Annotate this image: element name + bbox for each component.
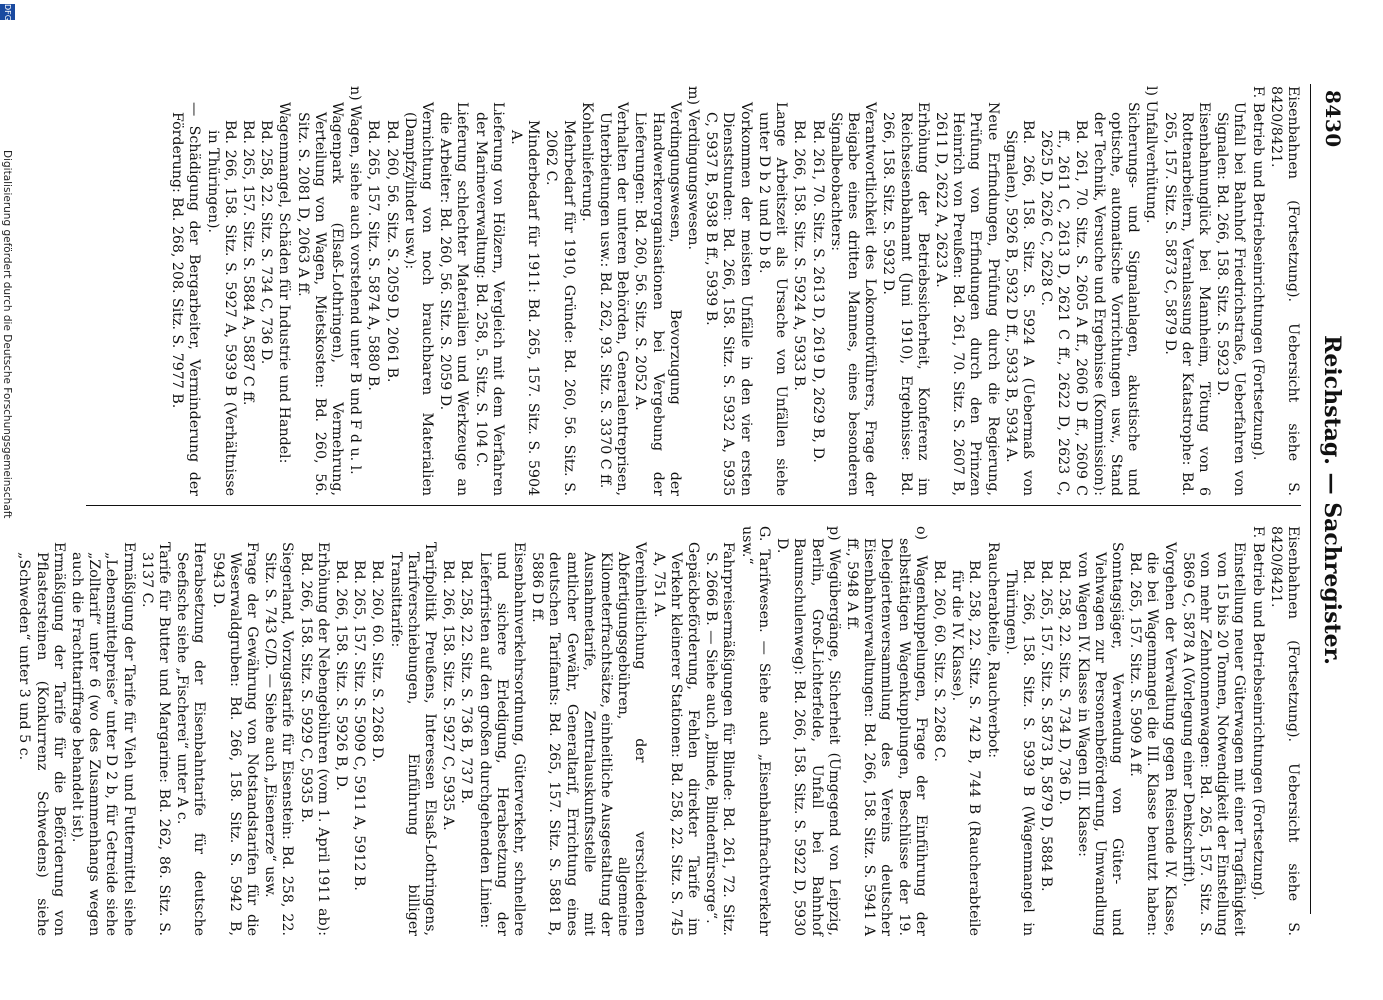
index-entry: Lieferung schlechter Materialien und Werkzeuge an die Arbeiter: Bd. 260, 56. Sitz. S. 2059 D. [437, 102, 471, 496]
dfg-logo [0, 4, 15, 20]
index-entry: Bd. 260, 60. Sitz. S. 2268 C. [930, 560, 947, 762]
index-entry: Bd. 258, 22. Sitz. S. 742 B, 744 B (Raucherabteile für die IV. Klasse). [949, 560, 983, 936]
index-entry: Gepäckbeförderung, Fehlen direkter Tarife im Verkehr kleinerer Stationen: Bd. 258, 22. Sitz. S. 745 A, 751 A. [650, 542, 702, 936]
index-entry: Bd. 261, 70. Sitz. S. 2613 D, 2619 D, 2629 B, D. [809, 120, 826, 463]
index-entry: Vorkommen der meisten Unfälle in den vier ersten Dienststunden: Bd. 266, 158. Sitz. S. 5932 A, 5935 C, 5937 B, 5938 B ff., 5939 B. [703, 102, 754, 496]
index-entry: F. Betrieb und Betriebseinrichtungen (Fortsetzung). [1249, 526, 1266, 901]
header-rule [1310, 84, 1311, 914]
index-entry: Unfall bei Bahnhof Friedrichstraße, Ueberfahren von Signalen: Bd. 266, 158. Sitz. S. 5923 D. [1214, 102, 1248, 496]
index-entry: Bd. 266, 158. Sitz. S. 5927 A, 5939 B (Verhältnisse in Thüringen). [204, 120, 238, 496]
index-entry: Sonntagsjäger, Verwendung von Güter- und Viehwagen zur Personenbeförderung, Umwandlung von Wagen IV. Klasse in Wagen III. Klasse: [1074, 542, 1125, 936]
index-entry: Vernichtung von noch brauchbaren Materialien (Dampfzylinder usw.): [401, 102, 436, 496]
index-entry: Vorgehen der Verwaltung gegen Reisende IV. Klasse, die bei Wagenmangel die III. Klasse benutzt haben: Bd. 265, 157. Sitz. S. 5909 A ff. [1127, 542, 1178, 936]
index-entry: n) Wagen, siehe auch vorstehend unter B und F d u. l. [347, 86, 364, 475]
running-head: Reichstag. — Sachregister. [1319, 335, 1345, 665]
index-entry: l) Unfallverhütung. [1143, 86, 1160, 224]
index-entry: Frage der Gewährung von Notstandstarifen für die Weserwaldgruben: Bd. 266, 158. Sitz. S. 5942 B, 5943 D. [209, 542, 261, 936]
index-entry: F. Betrieb und Betriebseinrichtungen (Fortsetzung). [1249, 86, 1266, 461]
index-entry: Eisenbahnen (Fortsetzung). Uebersicht siehe S. 8420/8421. [1267, 86, 1301, 496]
index-entry: Fahrpreisermäßigungen für Blinde: Bd. 261, 72. Sitz. S. 2666 B. — Siehe auch „Blinde, Blindenfürsorge“. [703, 542, 737, 936]
index-entry: Minderbedarf für 1911: Bd. 265, 157. Sitz. S. 5904 A. [508, 120, 542, 496]
index-entry: Bd. 266, 158. Sitz. S. 5927 C, 5935 A. [440, 560, 457, 831]
index-entry: Bd. 258, 22. Sitz. S. 734 D, 736 D. [1056, 560, 1073, 805]
index-entry: o) Wagenkuppelungen, Frage der Einführung der selbsttätigen Wagenkupplungen, Beschlüsse der 19. Delegiertenversammlung des Vereins deutscher Eisenbahnverwaltungen: Bd. 266, 158. Sitz. S. 5941 A ff., 5948 A ff. [843, 526, 929, 936]
footer-credit: Digitalisierung gefördert durch die Deutsche Forschungsgemeinschaft [1, 150, 13, 519]
right-column [14, 526, 1301, 936]
index-entry: Lange Arbeitszeit als Ursache von Unfällen siehe unter D b 2 und D b 8. [755, 102, 790, 496]
index-entry: Kohlenlieferung. [578, 102, 595, 222]
index-entry: Eisenbahnverkehrsordnung, Güterverkehr, schnellere und sichere Erledigung, Herabsetzung der Lieferfristen auf den großen durchgehenden Linien: [476, 542, 528, 936]
index-entry: Wagenmangel, Schäden für Industrie und Handel: [276, 102, 293, 464]
index-entry: G. Tarifwesen. — Siehe auch „Eisenbahnfrachtverkehr usw.“ [738, 526, 772, 936]
index-entry: m) Verdingungswesen. [685, 86, 702, 250]
index-entry: Bd. 258, 22. Sitz. S. 736 B, 737 B. [458, 560, 475, 804]
index-entry: Ermäßigung der Tarife für die Beförderung von Pflastersteinen (Konkurrenz Schwedens) siehe „Schweden“ unter 3 und 5 c. [16, 542, 67, 936]
index-entry: Herabsetzung der Eisenbahntarife für deutsche Seefische siehe „Fischerei“ unter A c. [174, 542, 208, 936]
index-entry: Verhalten der unteren Behörden, Generalentreprisen, Unterbietungen usw.: Bd. 262, 93. Sitz. S. 3370 C ff. [597, 102, 631, 496]
index-entry: Bd. 260, 60. Sitz. S. 2268 D. [369, 560, 386, 763]
index-entry: Vereinheitlichung der verschiedenen Abfertigungsgebühren, allgemeine Kilometerfrachtsätze, einheitliche Ausgestaltung der Ausnahmetarife, Zentralauskunftsstelle mit amtlicher Gewähr, Generaltarif, Errichtung eines deutschen Tarifamts: Bd. 265, 157. Sitz. S. 5881 B, 5886 D ff. [529, 542, 649, 936]
index-entry: Eisenbahnen (Fortsetzung). Uebersicht siehe S. 8420/8421. [1267, 526, 1301, 936]
index-entry: Sicherungs- und Signalanlagen, akustische und optische, automatische Vorrichtungen usw., Stand der Technik, Versuche und Ergebnisse (Kommission): [1090, 102, 1142, 496]
page-header [1313, 0, 1353, 1000]
index-entry: Bd. 258, 22. Sitz. S. 734 C, 736 D. [258, 120, 275, 365]
index-entry: Verantwortlichkeit des Lokomotivführers, Frage der Beigabe eines dritten Mannes, eines besonderen Signalbeobachters: [827, 102, 879, 496]
index-entry: Raucherabteile, Rauchverbot: [984, 542, 1001, 758]
index-entry: Eisenbahnunglück bei Mannheim, Tötung von 6 Rottenarbeitern, Veranlassung der Katastrophe: Bd. 265, 157. Sitz. S. 5873 C, 5879 D. [1161, 102, 1212, 496]
index-entry: Erhöhung der Betriebssicherheit, Konferenz im Reichseisenbahnamt (Juni 1910), Ergebnisse: Bd. 266, 158. Sitz. S. 5932 D. [880, 102, 931, 496]
index-entry: Bd. 266, 158. Sitz. S. 5924 A, 5933 B. [791, 120, 808, 391]
page-number: 8430 [1321, 90, 1345, 148]
index-entry: Einstellung neuer Güterwagen mit einer Tragfähigkeit von 15 bis 20 Tonnen, Notwendigkeit der Einstellung von mehr Zehntonnenwagen: Bd. 265, 157. Sitz. S. 5869 C, 5878 A (Vorlegung einer Denkschrift). [1179, 542, 1248, 936]
index-entry: Tarifpolitik Preußens, Interessen Elsaß-Lothringens, Tarifverschiebungen, Einführung billiger Transittarife: [387, 542, 439, 936]
index-entry: Siegerland, Vorzugstarife für Eisenstein: Bd. 258, 22. Sitz. S. 743 C/D. — Siehe auch „Eisenerze“ usw. [262, 542, 296, 936]
index-entry: Bd. 265, 157. Sitz. S. 5873 B, 5879 D, 5884 B. [1038, 560, 1055, 892]
index-entry: Bd. 266, 158. Sitz. S. 5926 B, D. [333, 560, 350, 791]
index-entry: Wagenpark (Elsaß-Lothringen), Vermehrung, Verteilung von Wagen, Mietskosten: Bd. 260, 56. Sitz. S. 2081 D, 2063 A ff. [294, 102, 346, 496]
index-entry: Bd. 261, 70. Sitz. S. 2605 A ff., 2606 D ff., 2609 C ff., 2611 C, 2613 D, 2621 C ff., 2622 D, 2623 C, 2625 D, 2626 C, 2628 C. [1038, 120, 1089, 496]
index-entry: Lieferung von Hölzern, Vergleich mit dem Verfahren der Marineverwaltung: Bd. 258, 5. Sitz. S. 104 C. [472, 102, 506, 496]
index-entry: Bd. 260, 56. Sitz. S. 2059 D, 2061 B. [383, 120, 400, 383]
index-entry: p) Wegübergänge, Sicherheit (Umgegend von Leipzig, Berlin, Groß-Lichterfelde, Unfall bei Bahnhof Baumschulenweg): Bd. 266, 158. Sitz. S. 5922 D, 5930 D. [774, 526, 842, 936]
index-entry: Bd. 265, 157. Sitz. S. 5874 A, 5880 B. [365, 120, 382, 391]
index-entry: Neue Erfindungen, Prüfung durch die Regierung, Prüfung von Erfindungen durch den Prinzen Heinrich von Preußen: Bd. 261, 70. Sitz. S. 2607 B, 2611 D, 2622 A, 2623 A. [932, 102, 1001, 496]
index-entry: Mehrbedarf für 1910, Gründe: Bd. 260, 56. Sitz. S. 2062 C. [543, 120, 577, 496]
index-entry: — Schädigung der Bergarbeiter, Verminderung der Förderung: Bd. 268, 208. Sitz. S. 7977 B. [169, 102, 203, 496]
dfg-logo-text: DFG [3, 4, 12, 21]
index-entry: Tarife für Butter und Margarine: Bd. 262, 86. Sitz. S. 3137 C. [138, 542, 172, 936]
index-entry: Verdingungswesen, Bevorzugung der Handwerkerorganisationen bei Vergebung der Lieferungen: Bd. 260, 56. Sitz. S. 2052 A. [632, 102, 683, 496]
index-entry: Erhöhung der Nebengebühren (vom 1. April 1911 ab): Bd. 266, 158. Sitz. S. 5929 C, 5935 B. [297, 542, 331, 936]
index-entry: Bd. 266, 158. Sitz. S. 5939 B (Wagenmangel in Thüringen). [1002, 560, 1036, 936]
index-entry: Bd. 265, 157. Sitz. S. 5909 C, 5911 A, 5912 B. [351, 560, 368, 891]
index-entry: Bd. 265, 157. Sitz. S. 5884 A, 5887 C ff. [240, 120, 257, 406]
index-entry: Bd. 266, 158. Sitz. S. 5924 A (Uebermaß von Signalen), 5926 B, 5932 D ff., 5933 B, 5934 A. [1002, 120, 1036, 496]
column-divider [86, 505, 1301, 506]
left-column [167, 86, 1301, 496]
index-entry: Ermäßigung der Tarife für Vieh und Futtermittel siehe „Lebensmittelpreise“ unter D 2 b, für Getreide siehe „Zolltarif“ unter 6 (wo des Zusammenhangs wegen auch die Frachttariffrage behandelt ist). [68, 542, 137, 936]
